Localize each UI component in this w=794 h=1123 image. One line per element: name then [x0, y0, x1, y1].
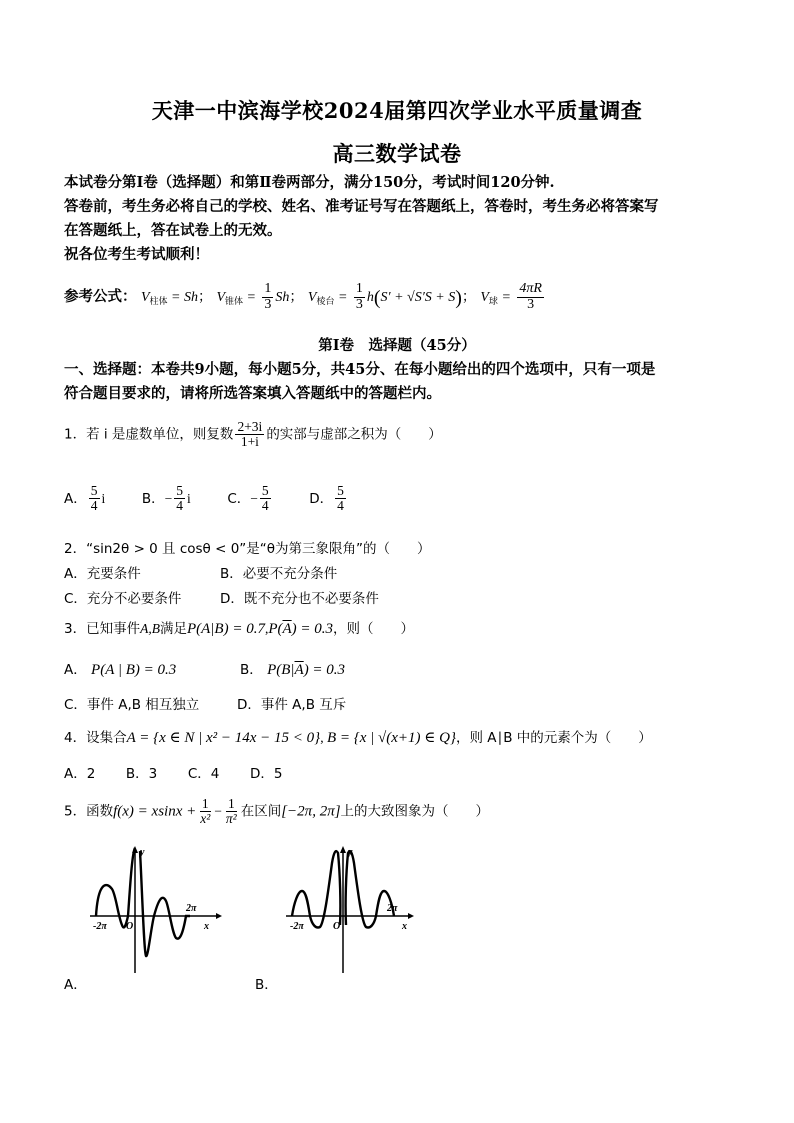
question-1-stem: 1．若 i 是虚数单位，则复数 $\frac{2+3i}{1+i}$ 的实部与虚部之积为（ ）: [64, 419, 442, 450]
q1-option-c: C．− $\frac{5}{4}$: [227, 483, 269, 514]
reference-formula: 参考公式： $V_{柱体} = Sh$； $V_{锥体}$ = $\frac{1}{3}$ Sh； $V_{棱台}$ = $\frac{1}{3}$ h(S′ + √S′S + S)； $V_球$ = $\frac{4\pi R}{3}$: [64, 281, 542, 312]
q1-option-a: A． $\frac{5}{4}$ i: [64, 483, 106, 514]
svg-text:y: y: [348, 847, 353, 858]
q4-option-a: A．2: [64, 766, 96, 782]
q2-option-c: C．充分不必要条件: [64, 591, 182, 607]
question-1-options: [64, 484, 348, 513]
question-2-stem: 2．“sin2θ > 0 且 cosθ < 0”是“θ为第三象限角”的（ ）: [64, 541, 431, 557]
section-intro-1: 一、选择题：本卷共9小题，每小题5分，共45分、在每小题给出的四个选项中，只有一项是: [64, 361, 656, 378]
instruction-line-2: 答卷前，考生务必将自己的学校、姓名、准考证号写在答题纸上，答卷时，考生务必将答案写: [64, 198, 659, 215]
question-5-stem: 5．函数f(x) = xsinx + $\frac{1}{\text{x²}}$ − $\frac{1}{\text{π²}}$ 在区间[−2π, 2π]上的大致图象为（ ）: [64, 796, 490, 827]
instruction-line-1: 本试卷分第Ⅰ卷（选择题）和第Ⅱ卷两部分，满分150分，考试时间120分钟.: [64, 174, 555, 191]
q2-option-b: B．必要不充分条件: [220, 566, 338, 582]
q3-option-a: A． P(A | B) = 0.3: [64, 662, 177, 678]
svg-text:O: O: [126, 921, 134, 932]
graph-option-b: [284, 843, 419, 975]
graph-b-label: B．: [255, 977, 278, 993]
section-intro-2: 符合题目要求的，请将所选答案填入答题纸中的答题栏内。: [64, 385, 441, 402]
q4-option-c: C．4: [187, 766, 220, 782]
svg-text:-2π: -2π: [93, 921, 107, 932]
q1-option-d: D． $\frac{5}{4}$: [309, 483, 344, 514]
svg-text:O: O: [333, 921, 341, 932]
svg-text:2π: 2π: [186, 903, 197, 914]
q3-option-b: B． $P(B|\overline{A}) = 0.3$: [240, 662, 346, 678]
graph-a-label: A．: [64, 977, 87, 993]
q3-option-c: C．事件 A,B 相互独立: [64, 697, 200, 713]
svg-text:2π: 2π: [387, 903, 398, 914]
section-heading: 第Ⅰ卷 选择题（45分）: [318, 337, 476, 354]
svg-text:x: x: [402, 921, 407, 932]
formula-label: 参考公式：: [64, 288, 137, 306]
exam-subtitle: 高三数学试卷: [332, 141, 462, 166]
svg-text:-2π: -2π: [290, 921, 304, 932]
question-3-stem: 3．已知事件A,B满足$P(A|B) = 0.7,P(\overline{A}) = 0.3$，则（ ）: [64, 621, 415, 637]
q4-option-d: D．5: [249, 766, 283, 782]
q4-option-b: B．3: [125, 766, 158, 782]
instruction-line-3: 在答题纸上，答在试卷上的无效。: [64, 222, 282, 239]
exam-title: 天津一中滨海学校2024届第四次学业水平质量调查: [151, 98, 643, 123]
svg-text:y: y: [140, 847, 145, 858]
instruction-line-4: 祝各位考生考试顺利！: [64, 246, 209, 263]
q4-options: [64, 762, 282, 782]
q3-option-d: D．事件 A,B 互斥: [237, 697, 347, 713]
q1-option-b: B．− $\frac{5}{4}$ i: [141, 483, 191, 514]
svg-text:x: x: [204, 921, 209, 932]
q2-option-a: A．充要条件: [64, 566, 141, 582]
q2-option-d: D．既不充分也不必要条件: [220, 591, 379, 607]
question-4-stem: 4．设集合A = {x ∈ N | x² − 14x − 15 < 0}, B = {x | √(x+1) ∈ Q}，则 A∣B 中的元素个为（ ）: [64, 730, 652, 746]
graph-option-a: [88, 843, 228, 975]
